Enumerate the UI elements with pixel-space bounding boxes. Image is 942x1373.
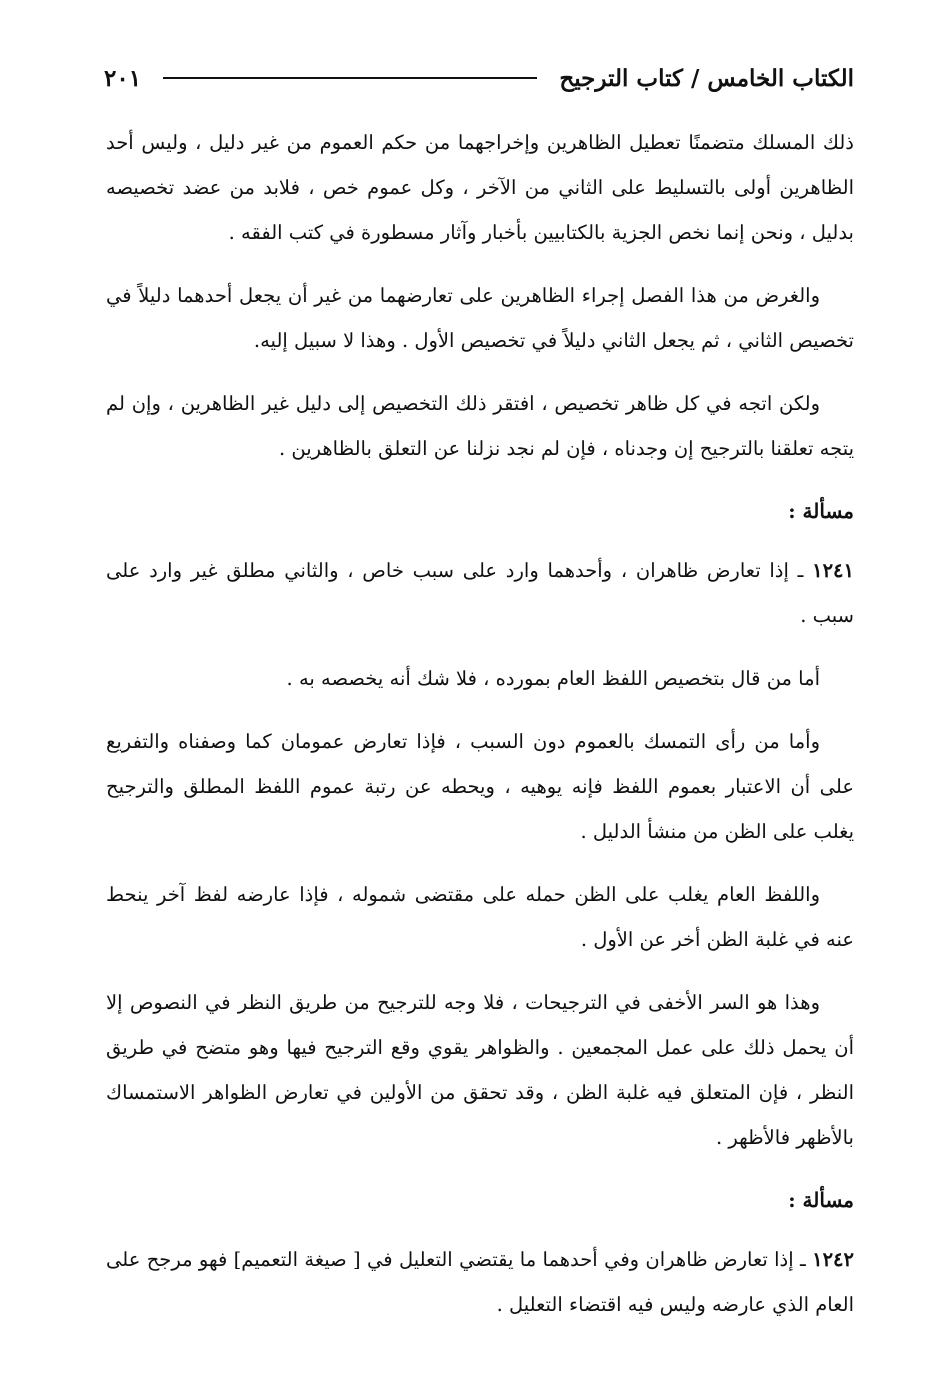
paragraph: وأما من رأى التمسك بالعموم دون السبب ، فإذا تعارض عمومان كما وصفناه والتفريع على أن الاعتبار بعموم اللفظ فإنه يوهيه ، ويحطه عن رتبة عموم اللفظ المطلق والترجيح يغلب على الظن من منشأ الدليل . xyxy=(106,730,854,843)
paragraph: والغرض من هذا الفصل إجراء الظاهرين على تعارضهما من غير أن يجعل أحدهما دليلاً في تخصيص الثاني ، ثم يجعل الثاني دليلاً في تخصيص الأول . وهذا لا سبيل إليه. xyxy=(106,284,854,352)
page-number: ٢٠١ xyxy=(104,64,142,92)
numbered-paragraph: ١٢٤١ ـ إذا تعارض ظاهران ، وأحدهما وارد على سبب خاص ، والثاني مطلق غير وارد على سبب . xyxy=(106,559,854,627)
numbered-paragraph: ١٢٤٢ ـ إذا تعارض ظاهران وفي أحدهما ما يقتضي التعليل في [ صيغة التعميم] فهو مرجح على العام الذي عارضه وليس فيه اقتضاء التعليل . xyxy=(106,1248,854,1316)
paragraph: واللفظ العام يغلب على الظن حمله على مقتضى شموله ، فإذا عارضه لفظ آخر ينحط عنه في غلبة الظن أخر عن الأول . xyxy=(106,883,854,951)
section-heading: مسألة : xyxy=(788,1188,854,1212)
running-title: الكتاب الخامس / كتاب الترجيح xyxy=(559,64,854,92)
paragraph: أما من قال بتخصيص اللفظ العام بمورده ، فلا شك أنه يخصصه به . xyxy=(286,667,820,690)
page-body xyxy=(106,120,854,1345)
section-heading: مسألة : xyxy=(788,499,854,523)
paragraph-number: ١٢٤١ xyxy=(812,559,854,582)
paragraph: ذلك المسلك متضمنًا تعطيل الظاهرين وإخراجهما من حكم العموم من غير دليل ، وليس أحد الظاهرين أولى بالتسليط على الثاني من الآخر ، وكل عموم خص ، فلابد من عضد تخصيصه بدليل ، ونحن إنما نخص الجزية بالكتابيين بأخبار وآثار مسطورة في كتب الفقه . xyxy=(106,131,854,244)
paragraph-number: ١٢٤٢ xyxy=(812,1248,854,1271)
paragraph: وهذا هو السر الأخفى في الترجيحات ، فلا وجه للترجيح من طريق النظر في النصوص إلا أن يحمل ذلك على عمل المجمعين . والظواهر يقوي وقع الترجيح فيها وهو متضح في طريق النظر ، فإن المتعلق فيه غلبة الظن ، وقد تحقق من الأولين في تعارض الظواهر الاستمساك بالأظهر فالأظهر . xyxy=(106,991,854,1149)
header-rule xyxy=(163,77,537,79)
page-header xyxy=(104,58,854,98)
paragraph: ولكن اتجه في كل ظاهر تخصيص ، افتقر ذلك التخصيص إلى دليل غير الظاهرين ، وإن لم يتجه تعلقنا بالترجيح إن وجدناه ، فإن لم نجد نزلنا عن التعلق بالظاهرين . xyxy=(106,392,854,460)
